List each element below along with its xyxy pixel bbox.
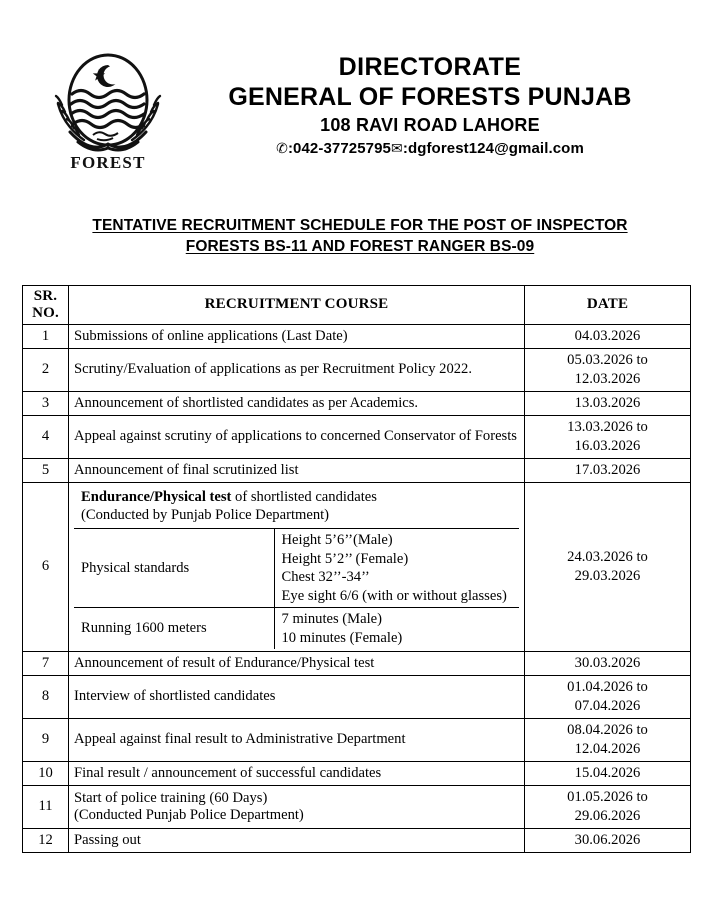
- subtable-row-running: [74, 608, 519, 650]
- org-title-line2: GENERAL OF FORESTS PUNJAB: [228, 83, 632, 111]
- letterhead: [0, 0, 719, 180]
- row-date-line1: 01.05.2026 to: [567, 789, 648, 805]
- row-date-line1: 04.03.2026: [574, 328, 641, 344]
- row-date-line1: 01.04.2026 to: [567, 679, 648, 695]
- physical-standard-chest: Chest 32’’-34’’: [281, 569, 370, 585]
- running-time-female: 10 minutes (Female): [281, 629, 403, 646]
- column-header-serial-number: [23, 286, 69, 325]
- row-date-line1: 13.03.2026: [574, 395, 641, 411]
- column-header-recruitment-course: RECRUITMENT COURSE: [69, 286, 525, 325]
- table-row: [23, 392, 691, 416]
- row-date: [525, 483, 691, 652]
- row-date-line2: 16.03.2026: [574, 438, 641, 454]
- row-date-line1: 13.03.2026 to: [567, 419, 648, 435]
- physical-standard-eyesight: Eye sight 6/6 (with or without glasses): [281, 587, 507, 604]
- table-row: [23, 459, 691, 483]
- row-course-description: Announcement of result of Endurance/Physical test: [69, 652, 525, 676]
- row-serial-number: 3: [23, 392, 69, 416]
- table-row: [23, 676, 691, 719]
- row-date-line1: 15.04.2026: [574, 765, 641, 781]
- row-course-line1: Start of police training (60 Days): [74, 789, 268, 806]
- row-course-description: Interview of shortlisted candidates: [69, 676, 525, 719]
- org-title-line1: DIRECTORATE: [338, 53, 522, 81]
- org-address: 108 RAVI ROAD LAHORE: [320, 115, 540, 135]
- row-course-description-nested: [69, 483, 525, 652]
- document-title-line1: TENTATIVE RECRUITMENT SCHEDULE FOR THE POST OF INSPECTOR: [92, 217, 628, 234]
- row-date-line2: 29.06.2026: [574, 808, 641, 824]
- row-serial-number: 4: [23, 416, 69, 459]
- endurance-test-conductor: (Conducted by Punjab Police Department): [81, 507, 330, 523]
- document-title: [40, 215, 680, 257]
- row-serial-number: 2: [23, 349, 69, 392]
- sr-header-line1: SR.: [33, 288, 58, 304]
- table-header-row: [23, 286, 691, 325]
- row-serial-number: 10: [23, 762, 69, 786]
- row-date: [525, 652, 691, 676]
- recruitment-schedule-table: [22, 285, 691, 853]
- punjab-forest-department-logo: [48, 42, 168, 172]
- table-row-endurance-physical-test: [23, 483, 691, 652]
- recruitment-schedule-table-wrapper: [22, 285, 690, 853]
- row-date-line2: 29.03.2026: [574, 568, 641, 584]
- telephone-icon: ✆: [276, 141, 288, 157]
- running-time-male: 7 minutes (Male): [281, 611, 383, 627]
- org-email-address: :dgforest124@gmail.com: [402, 140, 584, 157]
- table-row: [23, 652, 691, 676]
- row-date: [525, 829, 691, 853]
- row-date-line1: 17.03.2026: [574, 462, 641, 478]
- table-row: [23, 325, 691, 349]
- row-course-description: Announcement of shortlisted candidates as per Academics.: [69, 392, 525, 416]
- table-row: [23, 762, 691, 786]
- row-serial-number: 7: [23, 652, 69, 676]
- row-date: [525, 719, 691, 762]
- column-header-date: DATE: [525, 286, 691, 325]
- row-serial-number: 12: [23, 829, 69, 853]
- org-phone-number: :042-37725795: [287, 140, 391, 157]
- row-date: [525, 416, 691, 459]
- row-course-line2: (Conducted Punjab Police Department): [74, 807, 304, 823]
- envelope-icon: ✉: [391, 141, 403, 157]
- row-date: [525, 762, 691, 786]
- endurance-test-heading-bold: Endurance/Physical test: [81, 489, 232, 505]
- row-date-line2: 07.04.2026: [574, 698, 641, 714]
- row-date: [525, 349, 691, 392]
- organization-heading: [185, 52, 675, 160]
- endurance-test-heading: [74, 485, 519, 529]
- row-date-line2: 12.03.2026: [574, 371, 641, 387]
- running-values: [274, 608, 519, 650]
- row-date-line1: 30.06.2026: [574, 832, 641, 848]
- row-serial-number: 5: [23, 459, 69, 483]
- document-title-line2: FORESTS BS-11 AND FOREST RANGER BS-09: [185, 238, 535, 255]
- row-date: [525, 459, 691, 483]
- subtable-row-physical-standards: [74, 529, 519, 608]
- table-row: [23, 786, 691, 829]
- physical-standards-values: [274, 529, 519, 608]
- org-contact-line: [185, 138, 675, 160]
- row-serial-number: 6: [23, 483, 69, 652]
- row-course-description: Scrutiny/Evaluation of applications as per Recruitment Policy 2022.: [69, 349, 525, 392]
- row-date: [525, 325, 691, 349]
- row-date: [525, 392, 691, 416]
- physical-standards-subtable: [74, 529, 519, 649]
- row-course-description: Passing out: [69, 829, 525, 853]
- endurance-test-heading-rest: of shortlisted candidates: [231, 489, 377, 505]
- row-serial-number: 1: [23, 325, 69, 349]
- row-serial-number: 11: [23, 786, 69, 829]
- row-course-description: Announcement of final scrutinized list: [69, 459, 525, 483]
- table-row: [23, 829, 691, 853]
- running-label: Running 1600 meters: [74, 608, 274, 650]
- row-course-description: Final result / announcement of successful candidates: [69, 762, 525, 786]
- row-date-line1: 30.03.2026: [574, 655, 641, 671]
- row-date: [525, 786, 691, 829]
- table-row: [23, 719, 691, 762]
- row-course-description: Appeal against scrutiny of applications to concerned Conservator of Forests: [69, 416, 525, 459]
- row-date-line1: 08.04.2026 to: [567, 722, 648, 738]
- row-date-line1: 05.03.2026 to: [567, 352, 648, 368]
- sr-header-line2: NO.: [32, 305, 59, 321]
- row-course-description: Appeal against final result to Administrative Department: [69, 719, 525, 762]
- table-row: [23, 416, 691, 459]
- row-date: [525, 676, 691, 719]
- row-serial-number: 8: [23, 676, 69, 719]
- row-serial-number: 9: [23, 719, 69, 762]
- physical-standards-label: Physical standards: [74, 529, 274, 608]
- table-row: [23, 349, 691, 392]
- logo-caption-text: FOREST: [70, 153, 146, 172]
- row-date-line2: 12.04.2026: [574, 741, 641, 757]
- row-date-line1: 24.03.2026 to: [567, 549, 648, 565]
- row-course-description: [69, 786, 525, 829]
- physical-standard-height-female: Height 5’2’’ (Female): [281, 550, 409, 567]
- physical-standard-height-male: Height 5’6’’(Male): [281, 532, 393, 548]
- row-course-description: Submissions of online applications (Last Date): [69, 325, 525, 349]
